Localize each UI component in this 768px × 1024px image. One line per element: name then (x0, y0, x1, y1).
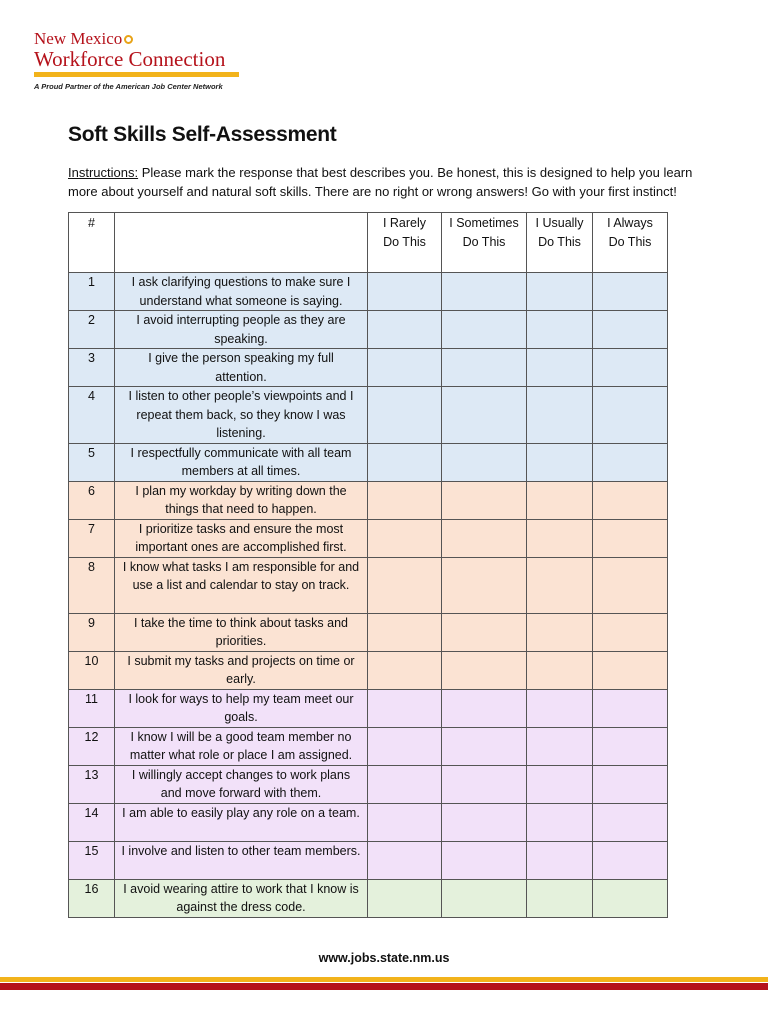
zia-sun-icon (124, 35, 133, 44)
rarely-cell[interactable] (368, 311, 442, 349)
logo-line-1: New Mexico (34, 29, 123, 48)
page-title: Soft Skills Self-Assessment (68, 123, 337, 146)
usually-cell[interactable] (527, 443, 593, 481)
row-number: 12 (69, 727, 115, 765)
sometimes-cell[interactable] (442, 443, 527, 481)
usually-cell[interactable] (527, 349, 593, 387)
row-statement: I submit my tasks and projects on time or early. (115, 651, 368, 689)
usually-cell[interactable] (527, 651, 593, 689)
row-statement: I give the person speaking my full attention. (115, 349, 368, 387)
row-number: 8 (69, 557, 115, 613)
table-header-row (69, 213, 668, 273)
sometimes-cell[interactable] (442, 803, 527, 841)
header-always: I Always Do This (593, 213, 668, 273)
always-cell[interactable] (593, 557, 668, 613)
table-row (69, 613, 668, 651)
always-cell[interactable] (593, 273, 668, 311)
table-row (69, 879, 668, 917)
rarely-cell[interactable] (368, 651, 442, 689)
logo (34, 30, 244, 91)
header-rarely: I Rarely Do This (368, 213, 442, 273)
sometimes-cell[interactable] (442, 557, 527, 613)
sometimes-cell[interactable] (442, 273, 527, 311)
sometimes-cell[interactable] (442, 651, 527, 689)
table-row (69, 481, 668, 519)
row-number: 9 (69, 613, 115, 651)
sometimes-cell[interactable] (442, 387, 527, 444)
table-row (69, 765, 668, 803)
row-statement: I ask clarifying questions to make sure I understand what someone is saying. (115, 273, 368, 311)
header-statement (115, 213, 368, 273)
instructions (68, 163, 700, 201)
always-cell[interactable] (593, 349, 668, 387)
row-number: 2 (69, 311, 115, 349)
always-cell[interactable] (593, 481, 668, 519)
row-number: 7 (69, 519, 115, 557)
row-number: 16 (69, 879, 115, 917)
usually-cell[interactable] (527, 841, 593, 879)
usually-cell[interactable] (527, 765, 593, 803)
usually-cell[interactable] (527, 689, 593, 727)
row-statement: I involve and listen to other team members. (115, 841, 368, 879)
always-cell[interactable] (593, 519, 668, 557)
usually-cell[interactable] (527, 879, 593, 917)
always-cell[interactable] (593, 879, 668, 917)
row-number: 15 (69, 841, 115, 879)
rarely-cell[interactable] (368, 273, 442, 311)
usually-cell[interactable] (527, 273, 593, 311)
logo-line-2: Workforce Connection (34, 47, 226, 71)
footer-url[interactable]: www.jobs.state.nm.us (318, 951, 450, 965)
rarely-cell[interactable] (368, 689, 442, 727)
usually-cell[interactable] (527, 727, 593, 765)
row-statement: I respectfully communicate with all team members at all times. (115, 443, 368, 481)
rarely-cell[interactable] (368, 803, 442, 841)
row-number: 13 (69, 765, 115, 803)
sometimes-cell[interactable] (442, 613, 527, 651)
table-row (69, 727, 668, 765)
row-statement: I willingly accept changes to work plans and move forward with them. (115, 765, 368, 803)
row-number: 11 (69, 689, 115, 727)
row-statement: I take the time to think about tasks and priorities. (115, 613, 368, 651)
usually-cell[interactable] (527, 387, 593, 444)
row-statement: I listen to other people’s viewpoints and I repeat them back, so they know I was listening. (115, 387, 368, 444)
rarely-cell[interactable] (368, 519, 442, 557)
row-statement: I plan my workday by writing down the things that need to happen. (115, 481, 368, 519)
table-row (69, 841, 668, 879)
rarely-cell[interactable] (368, 387, 442, 444)
table-row (69, 273, 668, 311)
header-sometimes: I Sometimes Do This (442, 213, 527, 273)
sometimes-cell[interactable] (442, 311, 527, 349)
sometimes-cell[interactable] (442, 349, 527, 387)
row-statement: I prioritize tasks and ensure the most important ones are accomplished first. (115, 519, 368, 557)
table-row (69, 349, 668, 387)
table-row (69, 557, 668, 613)
always-cell[interactable] (593, 803, 668, 841)
instructions-text: Please mark the response that best describes you. Be honest, this is designed to help you learn more about yourself and natural soft skills. There are no right or wrong answers! Go with your first instinct! (68, 165, 693, 199)
row-number: 6 (69, 481, 115, 519)
table-row (69, 311, 668, 349)
usually-cell[interactable] (527, 803, 593, 841)
row-statement: I avoid interrupting people as they are speaking. (115, 311, 368, 349)
rarely-cell[interactable] (368, 765, 442, 803)
logo-tagline: A Proud Partner of the American Job Center Network (34, 82, 223, 91)
table-row (69, 651, 668, 689)
sometimes-cell[interactable] (442, 727, 527, 765)
footer-gold-bar (0, 977, 768, 982)
rarely-cell[interactable] (368, 879, 442, 917)
usually-cell[interactable] (527, 613, 593, 651)
sometimes-cell[interactable] (442, 841, 527, 879)
rarely-cell[interactable] (368, 841, 442, 879)
table-row (69, 803, 668, 841)
always-cell[interactable] (593, 727, 668, 765)
row-number: 10 (69, 651, 115, 689)
row-statement: I avoid wearing attire to work that I know is against the dress code. (115, 879, 368, 917)
rarely-cell[interactable] (368, 481, 442, 519)
always-cell[interactable] (593, 443, 668, 481)
row-number: 14 (69, 803, 115, 841)
always-cell[interactable] (593, 841, 668, 879)
instructions-label: Instructions: (68, 165, 139, 180)
table-row (69, 387, 668, 444)
row-statement: I look for ways to help my team meet our goals. (115, 689, 368, 727)
row-statement: I know I will be a good team member no matter what role or place I am assigned. (115, 727, 368, 765)
assessment-table (68, 212, 668, 918)
rarely-cell[interactable] (368, 349, 442, 387)
always-cell[interactable] (593, 689, 668, 727)
always-cell[interactable] (593, 765, 668, 803)
sometimes-cell[interactable] (442, 879, 527, 917)
row-number: 5 (69, 443, 115, 481)
row-number: 1 (69, 273, 115, 311)
always-cell[interactable] (593, 387, 668, 444)
table-row (69, 519, 668, 557)
usually-cell[interactable] (527, 481, 593, 519)
sometimes-cell[interactable] (442, 765, 527, 803)
sometimes-cell[interactable] (442, 481, 527, 519)
table-row (69, 689, 668, 727)
rarely-cell[interactable] (368, 727, 442, 765)
sometimes-cell[interactable] (442, 689, 527, 727)
row-statement: I am able to easily play any role on a team. (115, 803, 368, 841)
sometimes-cell[interactable] (442, 519, 527, 557)
usually-cell[interactable] (527, 557, 593, 613)
usually-cell[interactable] (527, 311, 593, 349)
header-number: # (69, 213, 115, 273)
row-statement: I know what tasks I am responsible for and use a list and calendar to stay on track. (115, 557, 368, 613)
always-cell[interactable] (593, 613, 668, 651)
always-cell[interactable] (593, 311, 668, 349)
rarely-cell[interactable] (368, 613, 442, 651)
usually-cell[interactable] (527, 519, 593, 557)
always-cell[interactable] (593, 651, 668, 689)
rarely-cell[interactable] (368, 557, 442, 613)
row-number: 4 (69, 387, 115, 444)
logo-underline (34, 72, 239, 77)
footer-red-bar (0, 983, 768, 990)
row-number: 3 (69, 349, 115, 387)
table-row (69, 443, 668, 481)
rarely-cell[interactable] (368, 443, 442, 481)
header-usually: I Usually Do This (527, 213, 593, 273)
